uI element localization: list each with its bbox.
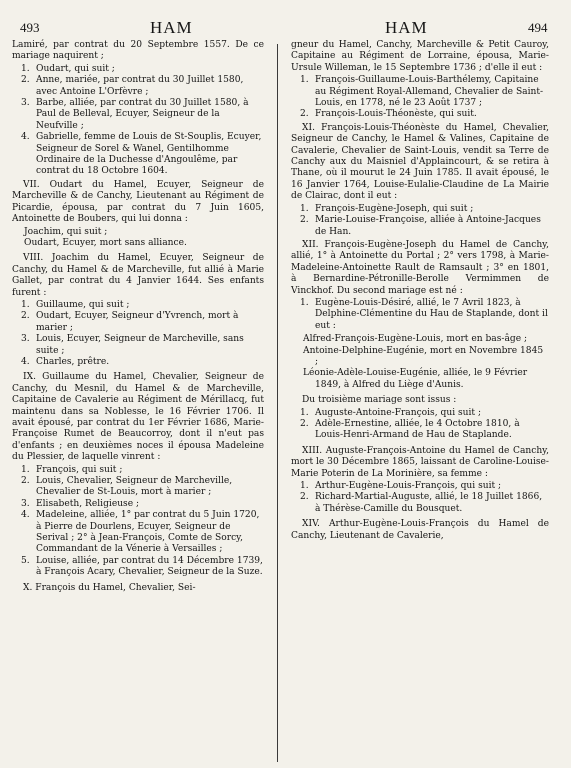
item-number: 2. [300,492,309,503]
item-number: 1. [300,75,309,86]
item-text: Marie-Louise-Françoise, alliée à Antoine-Jacques de Han. [315,215,541,237]
right-children-list [291,481,549,515]
right-paragraph: gneur du Hamel, Canchy, Marcheville & Petit Cauroy, Capitaine au Régiment de Lorraine, épousa, Marie-Ursule Willeman, le 15 Septembre 1736 ; d'elle il eut : [291,40,549,73]
list-item [291,204,549,215]
item-number: 5. [21,555,30,566]
list-item [291,215,549,238]
list-item [12,300,264,311]
item-text: Gabrielle, femme de Louis de St-Souplis, Ecuyer, Seigneur de Sorel & Wanel, Gentilhomme Ordinaire de la Duchesse d'Angoulême, par contrat du 18 Octobre 1604. [36,132,262,177]
item-number: 1. [300,481,309,492]
list-item [12,75,264,98]
list-item [12,357,264,368]
left-paragraph: Lamiré, par contrat du 20 Septembre 1557. De ce mariage naquirent ; [12,40,264,62]
list-item [12,499,264,510]
item-text: Guillaume, qui suit ; [36,299,130,310]
left-paragraph: IX. Guillaume du Hamel, Chevalier, Seigneur de Canchy, du Mesnil, du Hamel & de Marcheville, Capitaine de Cavalerie au Régiment de Mérillacq, fut maintenu dans sa Noblesse, le 16 Février 1706. Il avait épousé, par contrat du 1er Février 1686, Marie-Françoise Rumet de Beaucorroy, dont il n'eut pas d'enfants ; en deuxièmes noces il épousa Madeleine du Plessier, de laquelle vinrent : [12,372,264,463]
list-item: Antoine-Delphine-Eugénie, mort en Novembre 1845 ; [303,345,544,367]
item-number: 4. [21,132,30,143]
item-text: François-Eugène-Joseph, qui suit ; [315,203,474,214]
item-number: 1. [21,464,30,475]
item-text: François, qui suit ; [36,464,123,475]
item-number: 2. [21,476,30,487]
item-number: 1. [21,299,30,310]
list-item [12,64,264,75]
item-text: François-Louis-Théonèste, qui suit. [315,109,477,120]
list-item [291,419,549,442]
item-number: 1. [300,203,309,214]
left-children-list [12,64,264,178]
item-text: Louis, Ecuyer, Seigneur de Marcheville, sans suite ; [36,334,244,356]
left-paragraph: X. François du Hamel, Chevalier, Sei- [23,582,196,593]
item-number: 2. [21,311,30,322]
item-text: Auguste-Antoine-François, qui suit ; [315,407,482,418]
column-divider [277,44,278,762]
list-item [291,481,549,492]
right-children-list [291,298,549,332]
item-number: 1. [21,63,30,74]
item-text: Richard-Martial-Auguste, allié, le 18 Juillet 1866, à Thérèse-Camille du Bousquet. [315,492,543,514]
list-item [291,492,549,515]
right-children-list [291,408,549,442]
right-paragraph: Du troisième mariage sont issus : [302,395,457,406]
item-text: Oudart, Ecuyer, Seigneur d'Yvrench, mort à marier ; [36,311,239,333]
list-item [291,408,549,419]
item-number: 4. [21,510,30,521]
right-paragraph: XI. François-Louis-Théonèste du Hamel, Chevalier, Seigneur de Canchy, le Hamel & Valines, Capitaine de Cavalerie, Chevalier de Saint-Louis, vendit sa Terre de Canchy aux du Maisniel d'Applaincourt, & se retira à Thane, où il mourut le 24 Juin 1785. Il avait épousé, le 16 Janvier 1764, Louise-Eulalie-Claudine de La Mairie de Clairac, dont il eut : [291,122,549,202]
item-number: 2. [300,215,309,226]
list-item [291,75,549,109]
list-item [12,465,264,476]
list-item [12,476,264,499]
list-item [12,98,264,132]
item-text: Oudart, qui suit ; [36,63,115,74]
list-item: Oudart, Ecuyer, mort sans alliance. [24,237,187,248]
list-item: Alfred-François-Eugène-Louis, mort en bas-âge ; [303,334,528,345]
list-item [291,109,549,120]
item-number: 3. [21,98,30,109]
item-text: François-Guillaume-Louis-Barthélemy, Capitaine au Régiment Royal-Allemand, Chevalier de Saint-Louis, en 1778, né le 23 Août 1737 ; [315,75,544,109]
left-paragraph: VIII. Joachim du Hamel, Ecuyer, Seigneur de Canchy, du Hamel & de Marcheville, fut allié à Marie Gallet, par contrat du 4 Janvier 1644. Ses enfants furent : [12,253,264,298]
left-running-head: HAM [150,18,193,37]
item-text: Elisabeth, Religieuse ; [36,498,140,509]
left-paragraph: VII. Oudart du Hamel, Ecuyer, Seigneur de Marcheville & de Canchy, Lieutenant au Régiment de Picardie, épousa, par contrat du 7 Juin 1605, Antoinette de Boubers, qui lui donna : [12,179,264,225]
left-children-list [12,465,264,579]
list-item [12,132,264,178]
list-item [12,311,264,334]
item-number: 3. [21,498,30,509]
list-item [291,298,549,332]
right-children-list [291,204,549,238]
item-number: 1. [300,297,309,308]
right-column [291,40,549,542]
right-descendants-list [291,334,549,391]
item-text: Barbe, alliée, par contrat du 30 Juillet 1580, à Paul de Belleval, Ecuyer, Seigneur de la Neufville ; [36,98,249,131]
item-number: 2. [300,109,309,120]
right-running-head: HAM [385,18,428,37]
item-text: Anne, mariée, par contrat du 30 Juillet 1580, avec Antoine L'Orfèvre ; [36,75,244,97]
item-text: Charles, prêtre. [36,356,110,367]
list-item [12,334,264,357]
right-paragraph: XIII. Auguste-François-Antoine du Hamel de Canchy, mort le 30 Décembre 1865, laissant de Caroline-Louise-Marie Poterin de La Morinière, sa femme : [291,445,549,479]
item-text: Eugène-Louis-Désiré, allié, le 7 Avril 1823, à Delphine-Clémentine du Hau de Staplande, dont il eut : [315,297,548,331]
item-number: 1. [300,407,309,418]
left-page-number: 493 [20,20,40,35]
item-number: 3. [21,334,30,345]
item-number: 2. [300,419,309,429]
item-number: 4. [21,356,30,367]
list-item: Joachim, qui suit ; [24,226,108,237]
item-text: Louise, alliée, par contrat du 14 Décembre 1739, à François Acary, Chevalier, Seigneur de la Suze. [36,555,263,578]
item-text: Adèle-Ernestine, alliée, le 4 Octobre 1810, à Louis-Henri-Armand de Hau de Staplande. [315,419,520,441]
item-text: Madeleine, alliée, 1° par contrat du 5 Juin 1720, à Pierre de Dourlens, Ecuyer, Seigneur de Serival ; 2° à Jean-François, Comte de Sorcy, Commandant de la Vénerie à Versailles ; [36,510,260,555]
right-paragraph: XIV. Arthur-Eugène-Louis-François du Hamel de Canchy, Lieutenant de Cavalerie, [291,519,549,541]
left-column [12,40,264,594]
list-item: Léonie-Adèle-Louise-Eugénie, alliée, le 9 Février 1849, à Alfred du Liège d'Aunis. [303,368,528,390]
right-paragraph: XII. François-Eugène-Joseph du Hamel de Canchy, allié, 1° à Antoinette du Portal ; 2° vers 1798, à Marie-Madeleine-Antoinette Rault de Ramsault ; 3° en 1801, à Bernardine-Pétronille-Berolle Vermimmen de Vinckhof. Du second mariage est né : [291,239,549,296]
left-children-list [12,300,264,368]
right-page-number: 494 [528,20,548,35]
left-descendants-list [12,227,264,250]
item-text: Louis, Chevalier, Seigneur de Marcheville, Chevalier de St-Louis, mort à marier ; [36,476,233,498]
list-item [12,510,264,556]
item-number: 2. [21,75,30,86]
list-item [12,556,264,579]
item-text: Arthur-Eugène-Louis-François, qui suit ; [315,481,502,492]
right-children-list [291,75,549,121]
